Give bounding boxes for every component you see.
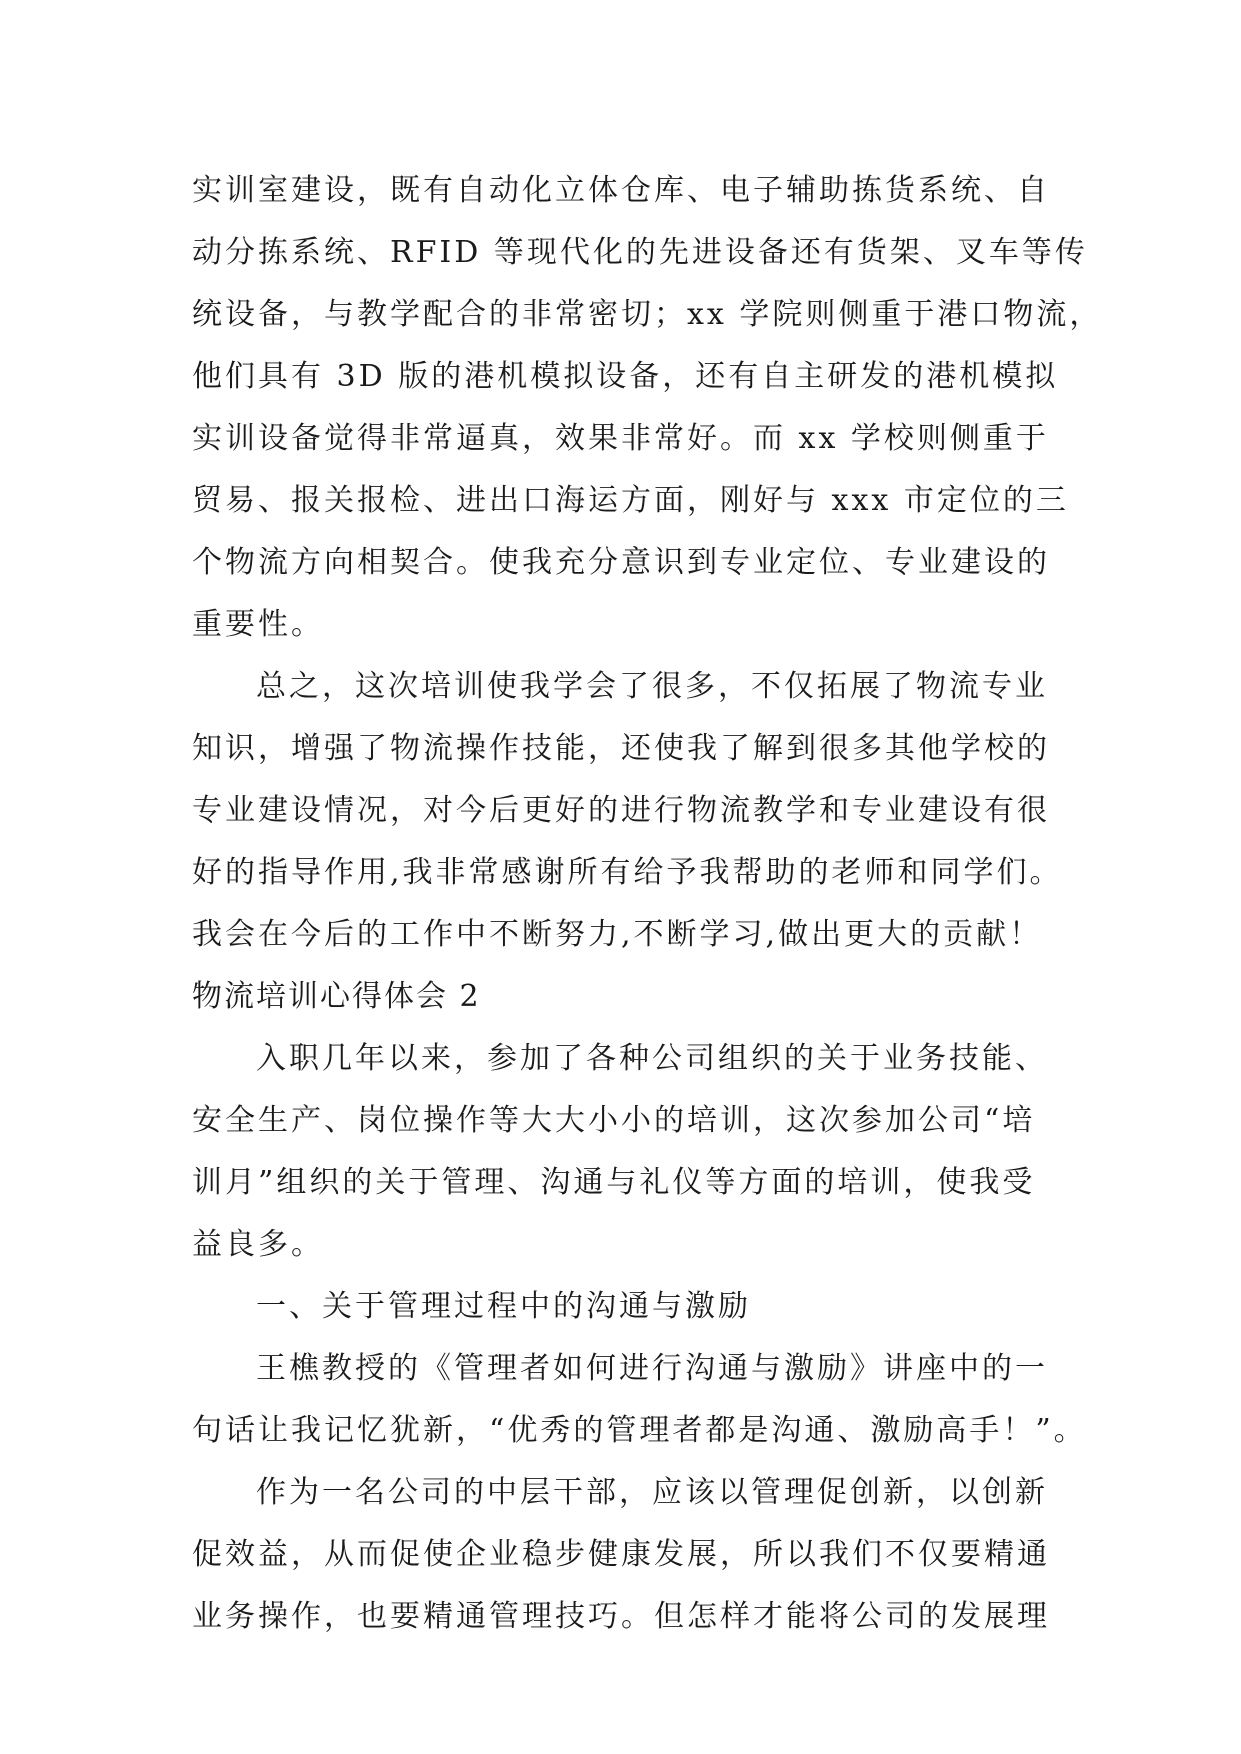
text-line: 统设备，与教学配合的非常密切；xx 学院则侧重于港口物流， — [192, 297, 1103, 332]
text-line: 个物流方向相契合。使我充分意识到专业定位、专业建设的 — [192, 545, 1050, 580]
section-title: 物流培训心得体会 2 — [192, 979, 481, 1014]
text-line: 我会在今后的工作中不断努力,不断学习,做出更大的贡献！ — [192, 917, 1043, 952]
text-line: 实训设备觉得非常逼真，效果非常好。而 xx 学校则侧重于 — [192, 421, 1049, 456]
text-line: 知识，增强了物流操作技能，还使我了解到很多其他学校的 — [192, 731, 1050, 766]
paragraph-start-line: 王樵教授的《管理者如何进行沟通与激励》讲座中的一 — [256, 1351, 1048, 1386]
text-line: 业务操作，也要精通管理技巧。但怎样才能将公司的发展理 — [192, 1599, 1050, 1634]
paragraph-start-line: 总之，这次培训使我学会了很多，不仅拓展了物流专业 — [256, 669, 1048, 704]
text-line: 专业建设情况，对今后更好的进行物流教学和专业建设有很 — [192, 793, 1050, 828]
text-line: 训月”组织的关于管理、沟通与礼仪等方面的培训，使我受 — [192, 1165, 1036, 1200]
text-line: 实训室建设，既有自动化立体仓库、电子辅助拣货系统、自 — [192, 173, 1050, 208]
paragraph-start-line: 入职几年以来，参加了各种公司组织的关于业务技能、 — [256, 1041, 1048, 1076]
text-line: 重要性。 — [192, 607, 324, 642]
text-line: 安全生产、岗位操作等大大小小的培训，这次参加公司“培 — [192, 1103, 1036, 1138]
text-line: 贸易、报关报检、进出口海运方面，刚好与 xxx 市定位的三 — [192, 483, 1069, 518]
text-line: 动分拣系统、RFID 等现代化的先进设备还有货架、叉车等传 — [192, 235, 1088, 270]
subheading-line: 一、关于管理过程中的沟通与激励 — [256, 1289, 751, 1324]
text-line: 句话让我记忆犹新，“优秀的管理者都是沟通、激励高手！”。 — [192, 1413, 1087, 1448]
text-line: 好的指导作用,我非常感谢所有给予我帮助的老师和同学们。 — [192, 855, 1063, 890]
text-line: 促效益，从而促使企业稳步健康发展，所以我们不仅要精通 — [192, 1537, 1050, 1572]
text-line: 他们具有 3D 版的港机模拟设备，还有自主研发的港机模拟 — [192, 359, 1059, 394]
paragraph-start-line: 作为一名公司的中层干部，应该以管理促创新，以创新 — [256, 1475, 1048, 1510]
document-body — [192, 160, 1103, 1648]
text-line: 益良多。 — [192, 1227, 324, 1262]
